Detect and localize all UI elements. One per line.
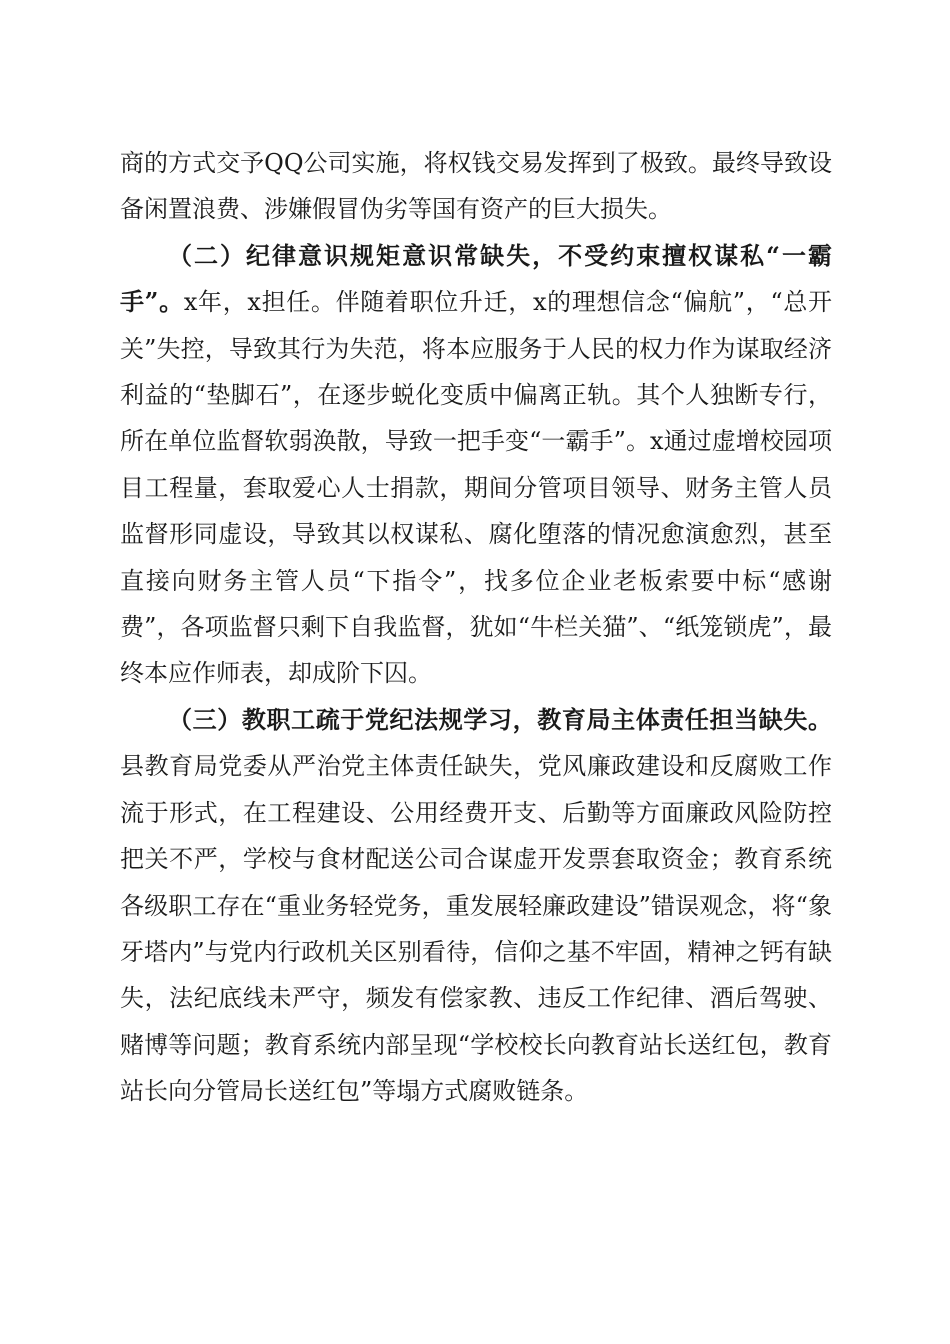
paragraph-2-text: x年，x担任。伴随着职位升迁，x的理想信念“偏航”，“总开关”失控，导致其行为失范，将本应服务于人民的权力作为谋取经济利益的“垫脚石”，在逐步蜕化变质中偏离正轨。其个人独断专行，所在单位监督软弱涣散，导致一把手变“一霸手”。x通过虚增校园项目工程量，套取爱心人士捐款，期间分管项目领导、财务主管人员监督形同虚设，导致其以权谋私、腐化堕落的情况愈演愈烈，甚至直接向财务主管人员“下指令”，找多位企业老板索要中标“感谢费”，各项监督只剩下自我监督，犹如“牛栏关猫”、“纸笼锁虎”，最终本应作师表，却成阶下囚。 (120, 288, 832, 688)
section-heading-2: （二）纪律意识规矩意识常缺失，不受约束擅权谋私“一霸手”。 (120, 240, 832, 317)
paragraph-3-text: 县教育局党委从严治党主体责任缺失，党风廉政建设和反腐败工作流于形式，在工程建设、公用经费开支、后勤等方面廉政风险防控把关不严，学校与食材配送公司合谋虚开发票套取资金；教育系统各级职工存在“重业务轻党务，重发展轻廉政建设”错误观念，将“象牙塔内”与党内行政机关区别看待，信仰之基不牢固，精神之钙有缺失，法纪底线未严守，频发有偿家教、违反工作纪律、酒后驾驶、赌博等问题；教育系统内部呈现“学校校长向教育站长送红包，教育站长向分管局长送红包”等塌方式腐败链条。 (120, 752, 832, 1106)
paragraph-3 (120, 697, 832, 1115)
section-heading-3: （三）教职工疏于党纪法规学习，教育局主体责任担当缺失。 (168, 704, 832, 734)
paragraph-1-text: 商的方式交予QQ公司实施，将权钱交易发挥到了极致。最终导致设备闲置浪费、涉嫌假冒伪劣等国有资产的巨大损失。 (120, 149, 832, 224)
document-body (120, 140, 832, 1115)
paragraph-1 (120, 140, 832, 233)
paragraph-2 (120, 233, 832, 697)
